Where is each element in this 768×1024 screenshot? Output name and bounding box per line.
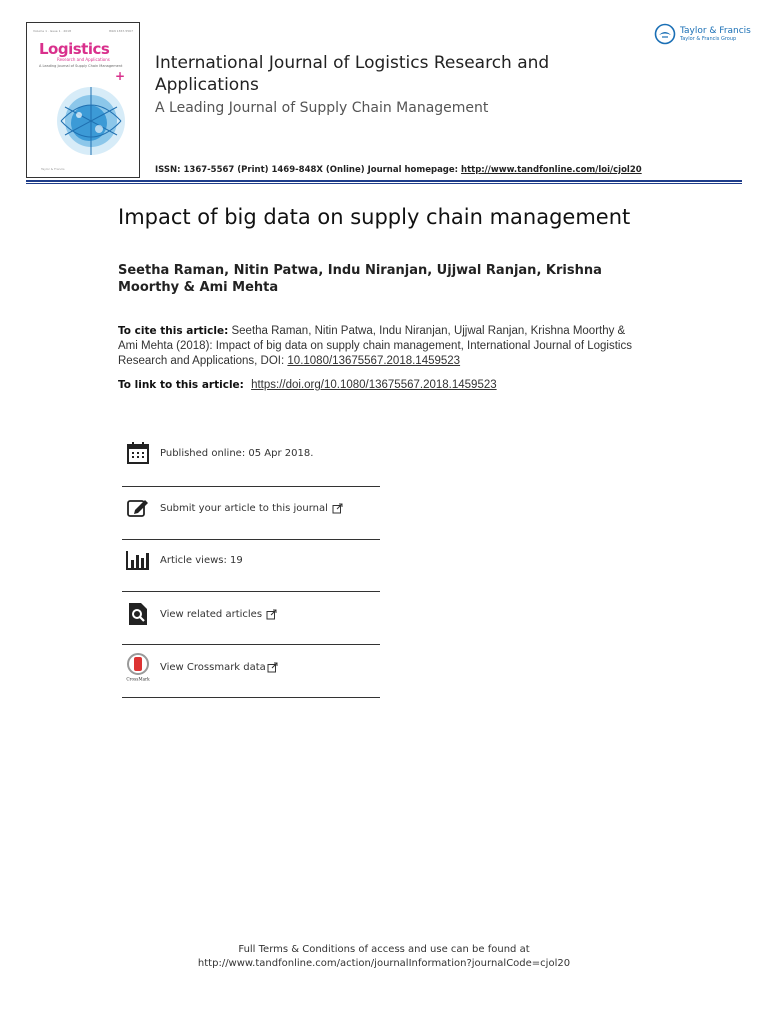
bar-chart-icon [124, 546, 152, 574]
cover-publisher: Taylor & Francis [41, 167, 65, 171]
header-divider-thin [26, 183, 742, 184]
external-link-icon [332, 503, 343, 514]
journal-homepage-link[interactable]: http://www.tandfonline.com/loi/cjol20 [461, 165, 642, 175]
cite-text: Seetha Raman, Nitin Patwa, Indu Niranjan, Ujjwal Ranjan, Krishna Moorthy & Ami Mehta (2018): Impact of big data on supply chain management, International Journal of Logistics Research and Applications, DOI: [118, 325, 632, 367]
row-divider [122, 644, 380, 645]
publisher-name: Taylor & Francis [680, 26, 751, 36]
crossmark-label: View Crossmark data [160, 661, 266, 673]
link-label: To link to this article: [118, 379, 244, 391]
article-link-block [118, 379, 497, 391]
article-views-count: Article views: 19 [160, 554, 243, 566]
published-online-row [124, 432, 380, 474]
crossmark-link[interactable] [124, 646, 380, 688]
document-search-icon [124, 600, 152, 628]
cover-subtitle: Research and Applications [57, 57, 110, 62]
cover-volume: Volume 1 · Issue 1 · 2018 [33, 29, 71, 33]
article-views-row [124, 539, 380, 581]
related-articles-label: View related articles [160, 608, 263, 620]
header-divider [26, 180, 742, 182]
terms-url[interactable]: http://www.tandfonline.com/action/journalInformation?journalCode=cjol20 [197, 958, 571, 969]
submit-article-link[interactable] [124, 487, 380, 529]
article-doi-link[interactable]: https://doi.org/10.1080/13675567.2018.1459523 [251, 379, 497, 391]
row-divider [122, 697, 380, 698]
crossmark-icon [124, 653, 152, 681]
svg-text:CrossMark: CrossMark [126, 676, 150, 682]
cover-issn: ISSN 1367-5567 [108, 29, 133, 33]
taylor-francis-icon [654, 23, 676, 45]
submit-article-label: Submit your article to this journal [160, 502, 328, 514]
publisher-group: Taylor & Francis Group [680, 36, 737, 42]
publisher-logo[interactable] [654, 23, 751, 45]
edit-icon [124, 494, 152, 522]
cover-tagline: A Leading Journal of Supply Chain Management [39, 64, 123, 68]
issn-text: ISSN: 1367-5567 (Print) 1469-848X (Online) Journal homepage: [155, 165, 462, 175]
citation-block [118, 324, 638, 369]
journal-issn-line [155, 165, 642, 175]
external-link-icon [267, 662, 278, 673]
terms-text: Full Terms & Conditions of access and use can be found at [238, 944, 530, 955]
article-authors: Seetha Raman, Nitin Patwa, Indu Niranjan, Ujjwal Ranjan, Krishna Moorthy & Ami Mehta [118, 263, 602, 295]
published-date: Published online: 05 Apr 2018. [160, 447, 314, 459]
cover-title: Logistics [39, 40, 110, 58]
terms-footer [0, 943, 768, 971]
journal-cover-image [26, 22, 140, 178]
related-articles-link[interactable] [124, 593, 380, 635]
cover-plus-icon: + [115, 69, 126, 83]
journal-title: International Journal of Logistics Research and Applications [155, 53, 550, 95]
journal-subtitle: A Leading Journal of Supply Chain Management [155, 100, 489, 116]
cite-doi-link[interactable]: 10.1080/13675567.2018.1459523 [287, 355, 461, 367]
row-divider [122, 591, 380, 592]
cover-globe-art [39, 79, 129, 159]
external-link-icon [266, 609, 277, 620]
article-title: Impact of big data on supply chain management [118, 205, 631, 229]
cite-label: To cite this article: [118, 325, 229, 337]
calendar-icon [124, 439, 152, 467]
